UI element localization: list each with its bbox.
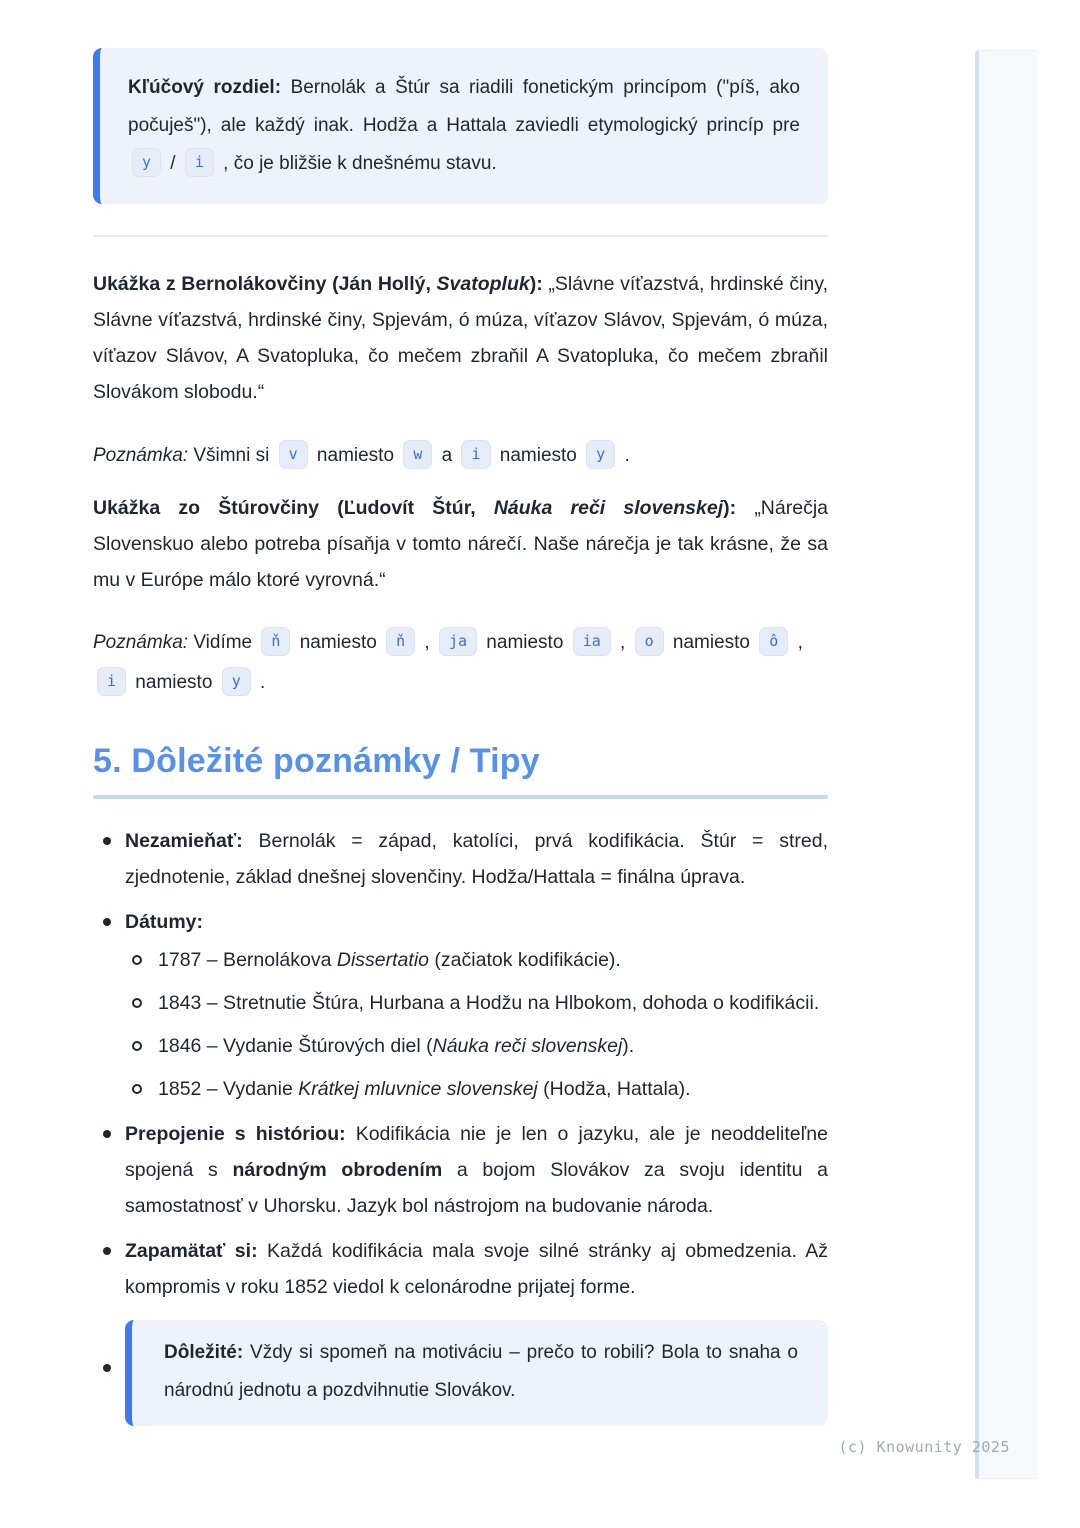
code-chip: w: [403, 440, 432, 469]
text-segment: namiesto: [494, 445, 583, 466]
text-segment: Vždy si spomeň na motiváciu – prečo to robili? Bola to snaha o národnú jednotu a pozdvihnutie Slovákov.: [164, 1342, 798, 1401]
code-chip: v: [279, 440, 308, 469]
code-chip: ô: [759, 627, 788, 656]
text-segment: Poznámka:: [93, 632, 189, 653]
list-item-text: [158, 942, 828, 978]
copyright-note: (c) Knowunity 2025: [838, 1438, 1010, 1456]
code-chip: ja: [439, 627, 477, 656]
text-segment: Vidíme: [188, 632, 258, 653]
text-segment: Ukážka zo Štúrovčiny (Ľudovít Štúr,: [93, 497, 494, 519]
stur-sample-paragraph: [93, 490, 828, 598]
text-segment: Dôležité:: [164, 1342, 244, 1363]
text-segment: /: [165, 153, 181, 174]
text-segment: Svatopluk: [436, 273, 530, 295]
key-difference-text: [128, 69, 800, 183]
text-segment: a: [436, 445, 458, 466]
text-segment: 1843 – Stretnutie Štúra, Hurbana a Hodžu na Hlbokom, dohoda o kodifikácii.: [158, 992, 820, 1014]
code-chip: i: [185, 148, 214, 177]
text-segment: 1787 – Bernolákova: [158, 949, 337, 971]
text-segment: .: [254, 672, 266, 693]
code-chip: i: [97, 667, 126, 696]
list-item-1843: [125, 985, 828, 1021]
list-item-text: [125, 823, 828, 895]
text-segment: , čo je bližšie k dnešnému stavu.: [217, 153, 497, 174]
text-segment: národným obrodením: [232, 1159, 443, 1181]
text-segment: (Hodža, Hattala).: [537, 1078, 691, 1100]
text-segment: (začiatok kodifikácie).: [429, 949, 621, 971]
text-segment: Bernolák a Štúr sa riadili fonetickým princípom ("píš, ako počuješ"), ale každý inak. Hodža a Hattala zaviedli etymologický princíp pre: [128, 77, 800, 136]
text-segment: Kľúčový rozdiel:: [128, 77, 282, 98]
text-segment: 1852 – Vydanie: [158, 1078, 299, 1100]
text-segment: Poznámka:: [93, 445, 189, 466]
list-item-text: [158, 1028, 828, 1064]
text-segment: namiesto: [667, 632, 756, 653]
text-segment: a bojom Slovákov za svoju identitu a samostatnosť v Uhorsku. Jazyk bol nástrojom na budovanie národa.: [125, 1159, 828, 1217]
text-segment: ,: [419, 632, 435, 653]
bernolak-note: [93, 436, 828, 476]
tips-list: [93, 823, 828, 1426]
text-segment: Náuka reči slovenskej: [432, 1035, 623, 1057]
important-callout-text: [164, 1334, 798, 1410]
key-difference-callout: [93, 48, 828, 204]
text-segment: Kodifikácia nie je len o jazyku, ale je neoddeliteľne spojená s: [125, 1123, 828, 1181]
section-divider: [93, 235, 828, 237]
text-segment: 1846 – Vydanie Štúrových diel (: [158, 1035, 433, 1057]
dates-sublist: [125, 942, 828, 1107]
list-item-text: [125, 1116, 828, 1224]
code-chip: i: [461, 440, 490, 469]
list-item-prepojenie: [93, 1116, 828, 1224]
text-segment: „Slávne víťazstvá, hrdinské činy, Slávne víťazstvá, hrdinské činy, Spjevám, ó múza, víťazov Slávov, Spjevám, ó múza, víťazov Slávov, A Svatopluka, čo mečem zbraňil A Svatopluka, čo mečem zbraňil Slovákom slobodu.“: [93, 273, 828, 403]
next-page-edge: [975, 50, 1037, 1479]
list-item-text: [125, 904, 828, 940]
text-segment: .: [619, 445, 630, 466]
text-segment: ):: [723, 497, 755, 519]
code-chip: ň: [261, 627, 290, 656]
code-chip: y: [586, 440, 615, 469]
text-segment: ,: [614, 632, 631, 653]
bernolak-sample-paragraph: [93, 266, 828, 410]
heading-underline: [93, 795, 828, 799]
list-item-nezamienat: [93, 823, 828, 895]
text-segment: Ukážka z Bernolákovčiny (Ján Hollý,: [93, 273, 437, 295]
text-segment: Dissertatio: [336, 949, 430, 971]
code-chip: ia: [573, 627, 611, 656]
text-segment: namiesto: [294, 632, 383, 653]
text-segment: namiesto: [130, 672, 218, 693]
text-segment: Prepojenie s históriou:: [125, 1123, 346, 1145]
text-segment: ,: [792, 632, 803, 653]
list-item-datumy: [93, 904, 828, 1107]
section-heading: 5. Dôležité poznámky / Tipy: [93, 742, 540, 780]
text-segment: „Nárečja Slovenskuo alebo potreba písaňja v tomto nárečí. Naše nárečja je tak krásne, že sa mu v Európe málo ktoré vyrovná.“: [93, 497, 828, 591]
text-segment: Všimni si: [188, 445, 275, 466]
text-segment: namiesto: [311, 445, 400, 466]
list-item-zapamatat: [93, 1233, 828, 1305]
text-segment: ).: [622, 1035, 635, 1057]
content-column: [93, 0, 828, 1435]
text-segment: Krátkej mluvnice slovenskej: [298, 1078, 538, 1100]
list-item-dolezite: [93, 1320, 828, 1426]
text-segment: Nezamieňať:: [125, 830, 243, 852]
text-segment: namiesto: [481, 632, 569, 653]
text-segment: Každá kodifikácia mala svoje silné stránky aj obmedzenia. Až kompromis v roku 1852 viedol k celonárodne prijatej forme.: [125, 1240, 828, 1298]
text-segment: Dátumy:: [125, 911, 204, 933]
list-item-1787: [125, 942, 828, 978]
text-segment: Náuka reči slovenskej: [493, 497, 724, 519]
code-chip: y: [132, 148, 161, 177]
stur-note: [93, 623, 828, 703]
list-item-text: [125, 1233, 828, 1305]
list-item-text: [158, 985, 828, 1021]
list-item-1846: [125, 1028, 828, 1064]
list-item-1852: [125, 1071, 828, 1107]
list-item-text: [158, 1071, 828, 1107]
text-segment: Bernolák = západ, katolíci, prvá kodifikácia. Štúr = stred, zjednotenie, základ dnešnej slovenčiny. Hodža/Hattala = finálna úprava.: [125, 830, 828, 888]
important-callout: [125, 1320, 828, 1426]
text-segment: ):: [529, 273, 549, 295]
code-chip: ň: [386, 627, 415, 656]
code-chip: y: [222, 667, 251, 696]
text-segment: Zapamätať si:: [125, 1240, 258, 1262]
code-chip: o: [635, 627, 664, 656]
